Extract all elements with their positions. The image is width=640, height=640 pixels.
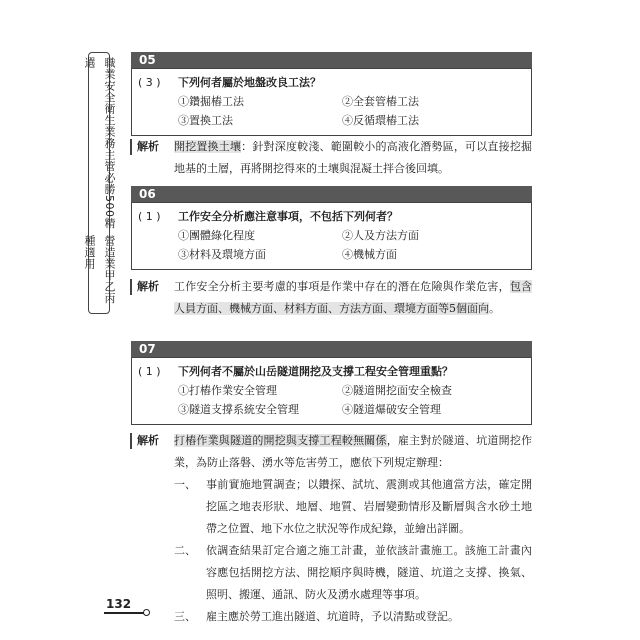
option-1: ①鑽掘樁工法	[178, 95, 244, 108]
footer-rule	[104, 612, 144, 614]
option-2: ②全套管樁工法	[342, 95, 419, 108]
question-05	[131, 52, 532, 136]
question-text: 下列何者屬於地盤改良工法？	[178, 76, 321, 89]
question-07	[131, 341, 532, 425]
option-3: ③材料及環境方面	[178, 248, 266, 261]
option-4: ④機械方面	[342, 248, 397, 261]
option-2: ②隧道開挖面安全檢查	[342, 384, 452, 397]
book-series-title: 職業安全衛生業務主管必勝500精選	[83, 57, 116, 229]
question-box	[131, 357, 532, 425]
list-item: 三、 雇主應於勞工進出隧道、坑道時，予以清點或登記。	[174, 610, 459, 623]
list-item: 二、 依調查結果訂定合適之施工計畫，並依該計畫施工。該施工計畫內容應包括開挖方法、開挖順序與時機，隧道、坑道之支撐、換氣、照明、搬運、通訊、防火及湧水處理等事項。	[174, 544, 532, 601]
list-item: 一、 事前實施地質調查；以鑽探、試坑、震測或其他適當方法，確定開挖區之地表形狀、地層、地質、岩層變動情形及斷層與含水砂土地帶之位置、地下水位之狀況等作成紀錄，並繪出詳圖。	[174, 478, 532, 535]
analysis-label: 解析	[130, 139, 159, 155]
question-number: 06	[131, 186, 532, 202]
page-number: 132	[106, 597, 132, 611]
option-1: ①打樁作業安全管理	[178, 384, 277, 397]
analysis-text: 開挖置換土壤：針對深度較淺、範圍較小的高液化潛勢區，可以直接挖掘地基的土層，再將開挖得來的土壤與混凝土拌合後回填。	[174, 140, 533, 175]
option-4: ④反循環樁工法	[342, 114, 419, 127]
highlight-text: 開挖置換土壤	[174, 140, 242, 153]
question-box	[131, 202, 532, 270]
option-4: ④隧道爆破安全管理	[342, 403, 441, 416]
question-06	[131, 186, 532, 270]
analysis-label: 解析	[130, 279, 159, 295]
question-number: 07	[131, 341, 532, 357]
book-subtitle: 營造業甲乙丙種適用	[83, 235, 116, 304]
highlight-text: 打樁作業與隧道的開挖與支撐工程較無關係	[174, 434, 387, 447]
question-text: 工作安全分析應注意事項，不包括下列何者？	[178, 210, 398, 223]
analysis-text: 打樁作業與隧道的開挖與支撐工程較無關係，雇主對於隧道、坑道開挖作業，為防止落磐、湧水等危害勞工，應依下列規定辦理：	[174, 434, 533, 469]
answer-label: ( 1 )	[138, 365, 161, 378]
highlight-text: 包含人員方面、機械方面、材料方面、方法方面、環境方面等5個面向	[174, 280, 533, 315]
analysis-label: 解析	[130, 433, 159, 449]
option-2: ②人及方法方面	[342, 229, 419, 242]
running-header	[83, 52, 116, 314]
question-text: 下列何者不屬於山岳隧道開挖及支撐工程安全管理重點？	[178, 365, 453, 378]
question-number: 05	[131, 52, 532, 68]
analysis-06	[130, 276, 532, 320]
option-1: ①團體綠化程度	[178, 229, 255, 242]
option-3: ③隧道支撐系統安全管理	[178, 403, 299, 416]
analysis-05	[130, 136, 532, 180]
analysis-text: 工作安全分析主要考慮的事項是作業中存在的潛在危險與作業危害，包含人員方面、機械方面、材料方面、方法方面、環境方面等5個面向。	[174, 280, 533, 315]
analysis-07	[130, 430, 532, 628]
footer-circle-ornament	[143, 609, 150, 616]
answer-label: ( 3 )	[138, 76, 161, 89]
answer-label: ( 1 )	[138, 210, 161, 223]
option-3: ③置換工法	[178, 114, 233, 127]
question-box	[131, 68, 532, 136]
